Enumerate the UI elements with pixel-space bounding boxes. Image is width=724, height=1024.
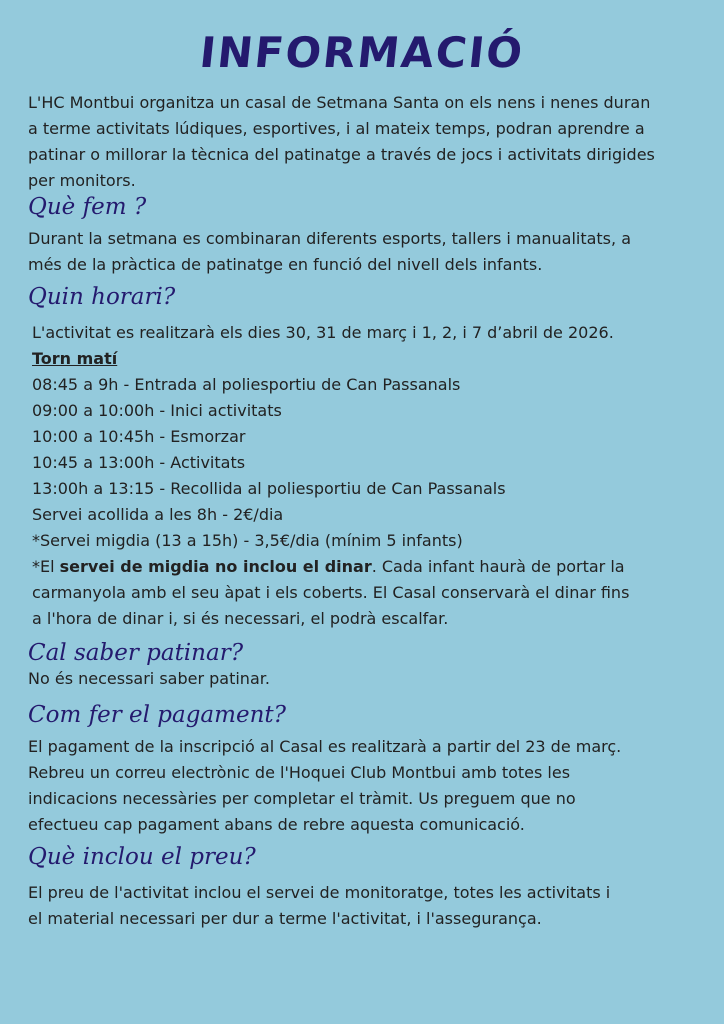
schedule-item: 08:45 a 9h - Entrada al poliesportiu de Can Passanals bbox=[32, 375, 461, 394]
schedule-item: 10:45 a 13:00h - Activitats bbox=[32, 453, 246, 472]
schedule-item: 13:00h a 13:15 - Recollida al poliesportiu de Can Passanals bbox=[32, 479, 506, 498]
schedule-item: *Servei migdia (13 a 15h) - 3,5€/dia (mínim 5 infants) bbox=[32, 531, 463, 550]
torn-mati-label: Torn matí bbox=[32, 349, 118, 368]
intro-line: a terme activitats lúdiques, esportives, i al mateix temps, podran aprendre a bbox=[28, 119, 645, 138]
preu-paragraph bbox=[28, 880, 610, 932]
pagament-line: El pagament de la inscripció al Casal es realitzarà a partir del 23 de març. bbox=[28, 737, 622, 756]
intro-paragraph bbox=[28, 90, 655, 194]
heading-que-fem: Què fem ? bbox=[28, 194, 147, 220]
intro-line: patinar o millorar la tècnica del patinatge a través de jocs i activitats dirigides bbox=[28, 145, 655, 164]
note-prefix: *El bbox=[32, 557, 60, 576]
pagament-line: indicacions necessàries per completar el tràmit. Us preguem que no bbox=[28, 789, 576, 808]
pagament-line: efectueu cap pagament abans de rebre aquesta comunicació. bbox=[28, 815, 525, 834]
intro-line: per monitors. bbox=[28, 171, 136, 190]
schedule-item: Servei acollida a les 8h - 2€/dia bbox=[32, 505, 284, 524]
heading-horari: Quin horari? bbox=[28, 284, 176, 310]
que-fem-paragraph bbox=[28, 226, 631, 278]
migdia-note-line: carmanyola amb el seu àpat i els coberts. El Casal conservarà el dinar fins bbox=[32, 583, 630, 602]
pagament-line: Rebreu un correu electrònic de l'Hoquei Club Montbui amb totes les bbox=[28, 763, 571, 782]
horari-block bbox=[32, 320, 629, 632]
que-fem-line: Durant la setmana es combinaran diferents esports, tallers i manualitats, a bbox=[28, 229, 631, 248]
schedule-item: 09:00 a 10:00h - Inici activitats bbox=[32, 401, 282, 420]
intro-line: L'HC Montbui organitza un casal de Setmana Santa on els nens i nenes duran bbox=[28, 93, 651, 112]
pagament-paragraph bbox=[28, 734, 621, 838]
preu-line: El preu de l'activitat inclou el servei de monitoratge, totes les activitats i bbox=[28, 883, 611, 902]
heading-pagament: Com fer el pagament? bbox=[28, 702, 286, 728]
preu-line: el material necessari per dur a terme l'activitat, i l'assegurança. bbox=[28, 909, 542, 928]
horari-dates: L'activitat es realitzarà els dies 30, 31 de març i 1, 2, i 7 d’abril de 2026. bbox=[32, 323, 614, 342]
heading-patinar: Cal saber patinar? bbox=[28, 640, 244, 666]
migdia-note-line bbox=[32, 554, 629, 580]
page-title: INFORMACIÓ bbox=[197, 28, 527, 77]
patinar-text: No és necessari saber patinar. bbox=[28, 669, 270, 688]
note-rest: . Cada infant haurà de portar la bbox=[371, 557, 625, 576]
heading-preu: Què inclou el preu? bbox=[28, 844, 256, 870]
schedule-item: 10:00 a 10:45h - Esmorzar bbox=[32, 427, 246, 446]
note-bold: servei de migdia no inclou el dinar bbox=[59, 557, 372, 576]
que-fem-line: més de la pràctica de patinatge en funció del nivell dels infants. bbox=[28, 255, 543, 274]
migdia-note-line: a l'hora de dinar i, si és necessari, el podrà escalfar. bbox=[32, 609, 449, 628]
